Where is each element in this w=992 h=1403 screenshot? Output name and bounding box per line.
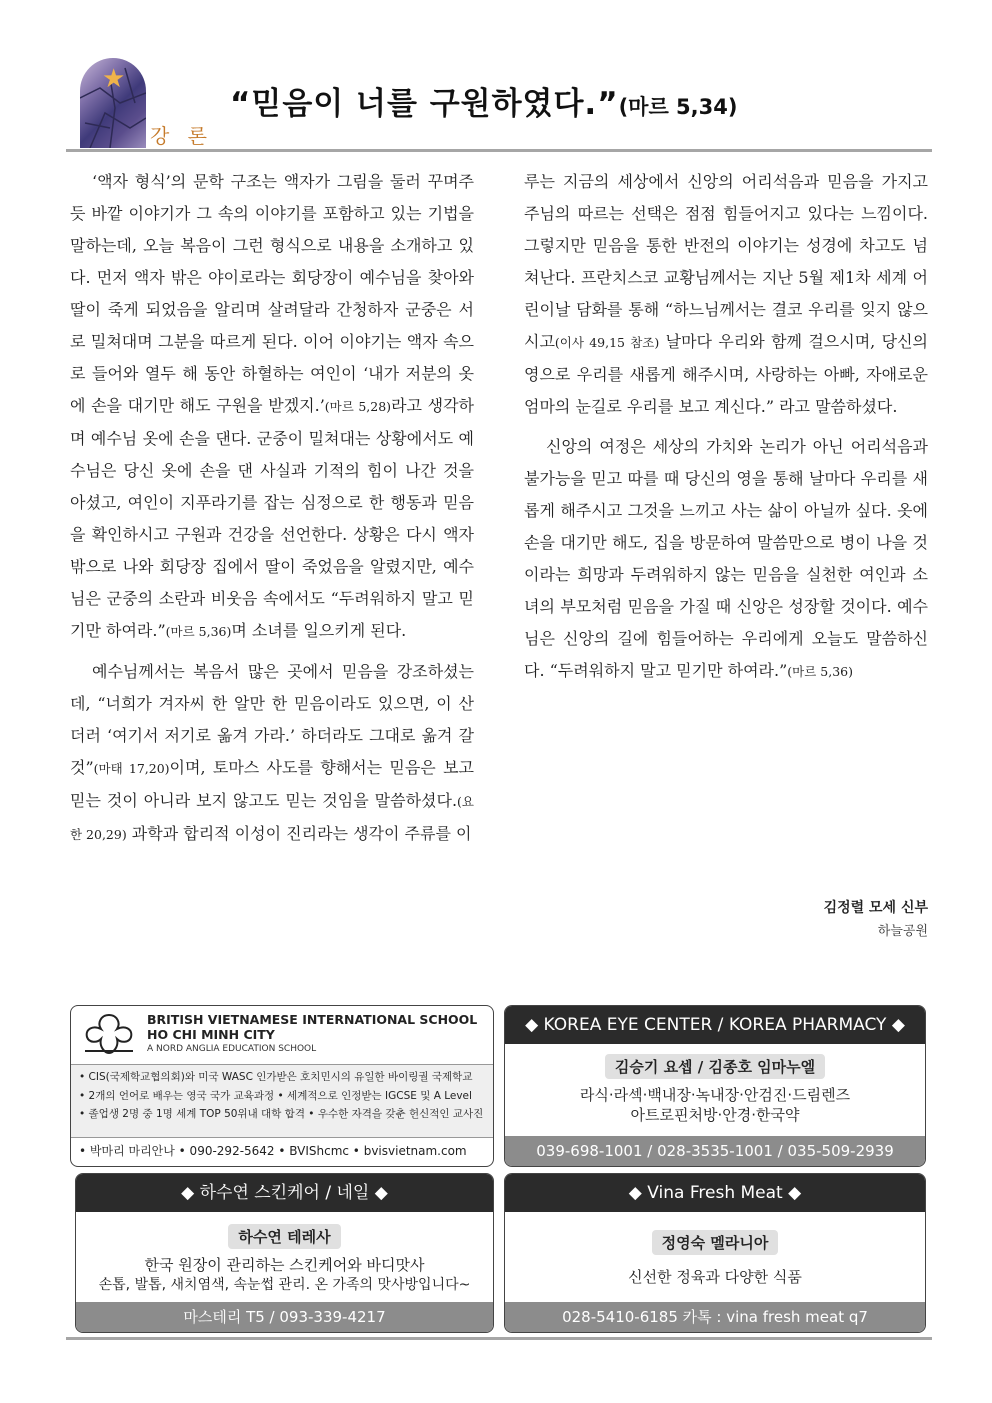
school-city: HO CHI MINH CITY <box>147 1027 275 1042</box>
eye-center-title: ◆ KOREA EYE CENTER / KOREA PHARMACY ◆ <box>505 1006 925 1044</box>
author-parish: 하늘공원 <box>877 924 928 939</box>
scripture-citation: (마르 5,28) <box>324 399 392 414</box>
paragraph-text: 신앙의 여정은 세상의 가치와 논리가 아닌 어리석음과 불가능을 믿고 따를 때 당신의 영을 통해 날마다 우리를 새롭게 해주시고 그것을 느끼고 사는 삶이 아닐까 싶다. 옷에 손을 대기만 해도, 집을 방문하여 말씀만으로 병이 나을 것이라는 희망과 두려워하지 않는 믿음을 실천한 여인과 소녀의 부모처럼 믿음을 가질 때 신앙은 성장할 것이다. 예수님은 신앙의 길에 힘들어하는 우리에게 오늘도 말씀하신다. “두려워하지 말고 믿기만 하여라.” <box>524 437 928 680</box>
school-ad-header <box>71 1006 493 1064</box>
eye-center-services <box>505 1085 925 1125</box>
title-text: “믿음이 너를 구원하였다.” <box>230 86 619 122</box>
skincare-contact: 마스테리 T5 / 093-339-4217 <box>76 1302 493 1332</box>
paragraph-text: 루는 지금의 세상에서 신앙의 어리석음과 믿음을 가지고 주님의 따르는 선택은 점점 힘들어지고 있다는 느낌이다. 그렇지만 믿음을 통한 반전의 이야기는 성경에 차고도 넘쳐난다. 프란치스코 교황님께서는 지난 5월 제1차 세계 어린이날 담화를 통해 “하느님께서는 결코 우리를 잊지 않으시고 <box>524 172 928 351</box>
header <box>80 58 932 150</box>
author-name: 김정렬 모세 신부 <box>823 900 928 916</box>
paragraph-3 <box>524 166 928 423</box>
school-feature-3: • 졸업생 2명 중 1명 세계 TOP 50위내 대학 합격 • 우수한 자격을 갖춘 헌신적인 교사진 <box>79 1108 484 1120</box>
school-ad <box>70 1005 494 1167</box>
school-affiliation: A NORD ANGLIA EDUCATION SCHOOL <box>147 1044 317 1054</box>
skincare-title: ◆ 하수연 스킨케어 / 네일 ◆ <box>76 1174 493 1212</box>
eye-center-phones: 039-698-1001 / 028-3535-1001 / 035-509-2939 <box>505 1136 925 1166</box>
school-contact: • 박마리 마리안나 • 090-292-5642 • BVIShcmc • bvisvietnam.com <box>79 1144 467 1158</box>
meat-shop-ad <box>504 1173 926 1333</box>
eye-center-services-1: 라식·라섹·백내장·녹내장·안검진·드림렌즈 <box>579 1086 851 1104</box>
paragraph-text: 예수님께서는 복음서 많은 곳에서 믿음을 강조하셨는데, “너희가 겨자씨 한 알만 한 믿음이라도 있으면, 이 산더러 ‘여기서 저기로 옮겨 가라.’ 하더라도 그대로 옮겨 갈 것” <box>70 662 474 777</box>
skincare-services <box>76 1255 493 1295</box>
left-column <box>70 166 474 851</box>
meat-shop-desc: 신선한 정육과 다양한 식품 <box>628 1268 802 1286</box>
bottom-divider <box>66 1337 932 1340</box>
paragraph-text: 과학과 합리적 이성이 진리라는 생각이 주류를 이 <box>126 824 472 843</box>
skincare-ad <box>75 1173 494 1333</box>
title-reference: (마르 5,34) <box>618 95 738 119</box>
scripture-citation: (요한 20,29) <box>70 794 474 842</box>
paragraph-text: 날마다 우리와 함께 걸으시며, 당신의 영으로 우리를 새롭게 해주시며, 사랑하는 아빠, 자애로운 엄마의 눈길로 우리를 보고 계신다.” 라고 말씀하셨다. <box>524 332 928 416</box>
paragraph-text: 이며, 토마스 사도를 향해서는 믿음은 보고 믿는 것이 아니라 보지 않고도 믿는 것임을 말씀하셨다. <box>70 758 474 810</box>
paragraph-text: 라고 생각하며 예수님 옷에 손을 댄다. 군중이 밀쳐대는 상황에서도 예수님은 당신 옷에 손을 댄 사실과 기적의 힘이 나간 것을 아셨고, 여인이 지푸라기를 잡는 심정으로 한 행동과 믿음을 확인하시고 구원과 건강을 선언한다. 상황은 다시 액자 밖으로 나와 회당장 집에서 딸이 죽었음을 알렸지만, 예수님은 군중의 소란과 비웃음 속에서도 “두려워하지 말고 믿기만 하여라.” <box>70 396 474 640</box>
paragraph-1 <box>70 166 474 648</box>
scripture-citation: (마태 17,20) <box>93 761 170 776</box>
eye-center-ad <box>504 1005 926 1167</box>
star-icon: ★ <box>102 64 126 94</box>
section-label: 강 론 <box>150 124 213 148</box>
top-divider <box>66 149 932 152</box>
paragraph-4 <box>524 431 928 688</box>
paragraph-2 <box>70 656 474 851</box>
right-column <box>524 166 928 688</box>
school-feature-1: • CIS(국제학교협의회)와 미국 WASC 인가받은 호치민시의 유일한 바이링궐 국제학교 <box>79 1071 473 1083</box>
meat-shop-contact: 028-5410-6185 카톡 : vina fresh meat q7 <box>505 1302 925 1332</box>
skincare-owner: 하수연 테레사 <box>228 1224 340 1249</box>
school-feature-2: • 2개의 언어로 배우는 영국 국가 교육과정 • 세계적으로 인정받는 IGCSE 및 A Level <box>79 1089 472 1102</box>
school-features <box>71 1064 493 1138</box>
paragraph-text: 며 소녀를 일으키게 된다. <box>231 621 407 640</box>
school-crest-icon <box>79 1011 139 1057</box>
stained-glass-logo <box>80 58 146 148</box>
skincare-services-1: 한국 원장이 관리하는 스킨케어와 바디맛사 <box>144 1256 425 1274</box>
paragraph-text: ‘액자 형식’의 문학 구조는 액자가 그림을 둘러 꾸며주듯 바깥 이야기가 그 속의 이야기를 포함하고 있는 기법을 말하는데, 오늘 복음이 그런 형식으로 내용을 소개하고 있다. 먼저 액자 밖은 야이로라는 회당장이 예수님을 찾아와 딸이 죽게 되었음을 알리며 살려달라 간청하자 군중은 서로 밀쳐대며 그분을 따르게 된다. 이어 이야기는 액자 속으로 들어와 열두 해 동안 하혈하는 여인이 ‘내가 저분의 옷에 손을 대기만 해도 구원을 받겠지.’ <box>70 172 474 415</box>
skincare-services-2: 손톱, 발톱, 새치염색, 속눈썹 관리. 온 가족의 맛사방입니다~ <box>98 1277 471 1293</box>
meat-shop-title: ◆ Vina Fresh Meat ◆ <box>505 1174 925 1212</box>
page-title <box>230 78 737 123</box>
eye-center-names: 김승기 요셉 / 김종호 임마누엘 <box>605 1054 825 1079</box>
scripture-citation: (이사 49,15 참조) <box>554 335 660 350</box>
meat-shop-owner: 정영숙 멜라니아 <box>652 1230 779 1255</box>
signature <box>824 896 928 944</box>
scripture-citation: (마르 5,36) <box>165 624 232 639</box>
eye-center-services-2: 아트로핀처방·안경·한국약 <box>630 1106 800 1124</box>
scripture-citation: (마르 5,36) <box>787 664 853 679</box>
school-name: BRITISH VIETNAMESE INTERNATIONAL SCHOOL <box>147 1012 478 1027</box>
